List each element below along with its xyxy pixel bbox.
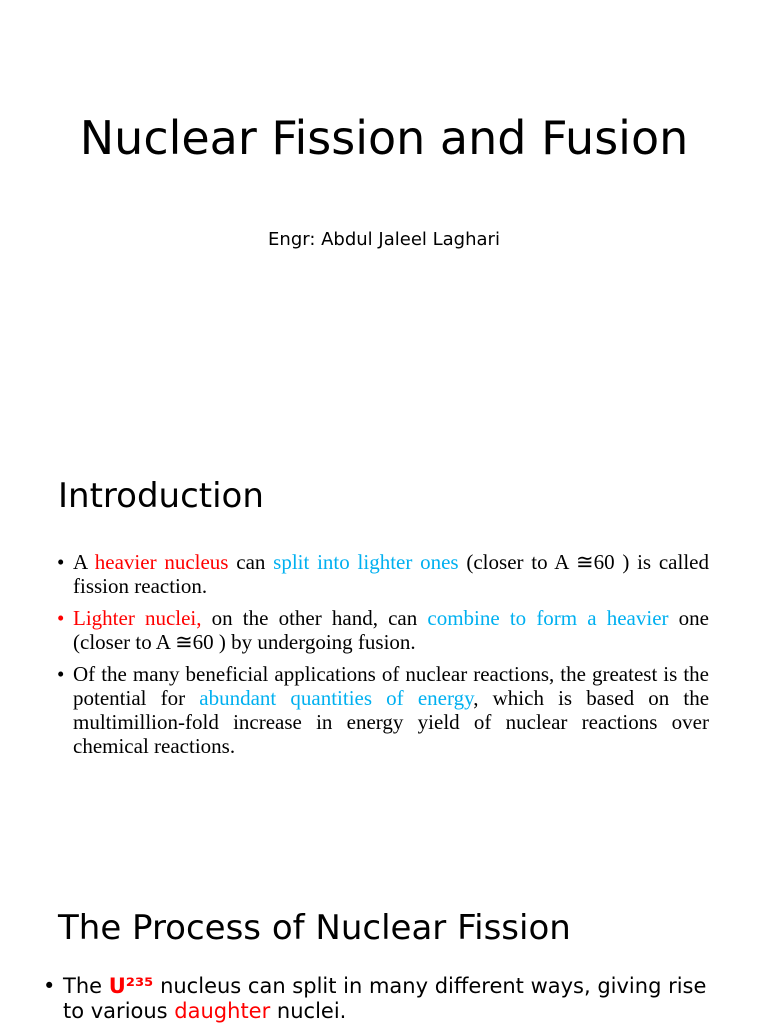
presentation-title: Nuclear Fission and Fusion [79, 111, 689, 165]
highlight-combine-heavier: combine to form a heavier [427, 606, 669, 630]
bullet-item-u235 [43, 974, 733, 1024]
bullet-dot-icon: • [43, 974, 56, 998]
bullet-text: on the other hand, can [201, 606, 428, 630]
highlight-daughter: daughter [174, 999, 271, 1023]
bullet-item-applications [57, 662, 709, 758]
highlight-lighter-nuclei: Lighter nuclei, [73, 606, 202, 630]
bullet-item-fusion [57, 606, 709, 654]
bullet-text: The [63, 974, 109, 998]
fission-process-heading: The Process of Nuclear Fission [58, 908, 571, 948]
highlight-abundant-energy: abundant quantities of energy [199, 686, 474, 710]
bullet-text: Of the many beneficial applications of nuclear reactions, the greatest is the potential for [73, 662, 709, 710]
bullet-text: nuclei. [270, 999, 347, 1023]
title-slide [0, 0, 768, 432]
introduction-slide [0, 432, 768, 864]
bullet-text: can [228, 550, 274, 574]
bullet-text: (closer to A ≅60 ) is called fission reaction. [73, 550, 709, 598]
fission-bullet-list [43, 974, 733, 1024]
highlight-heavier-nucleus: heavier nucleus [94, 550, 229, 574]
highlight-split-lighter: split into lighter ones [273, 550, 459, 574]
author-subtitle: Engr: Abdul Jaleel Laghari [268, 229, 500, 250]
bullet-text: , which is based on the multimillion-fold increase in energy yield of nuclear reactions over chemical reactions. [73, 686, 710, 758]
bullet-dot-icon: • [57, 606, 65, 630]
bullet-dot-icon: • [57, 550, 65, 574]
bullet-item-fission [57, 550, 709, 598]
bullet-text: A [73, 550, 95, 574]
fission-process-slide [0, 864, 768, 1024]
bullet-dot-icon: • [57, 662, 65, 686]
highlight-uranium-235: U²³⁵ [108, 974, 154, 998]
introduction-bullet-list [57, 550, 709, 766]
bullet-text: nucleus can split in many different ways, giving rise to various [63, 974, 707, 1023]
bullet-text: one (closer to A ≅60 ) by undergoing fusion. [73, 606, 709, 654]
introduction-heading: Introduction [58, 476, 264, 516]
